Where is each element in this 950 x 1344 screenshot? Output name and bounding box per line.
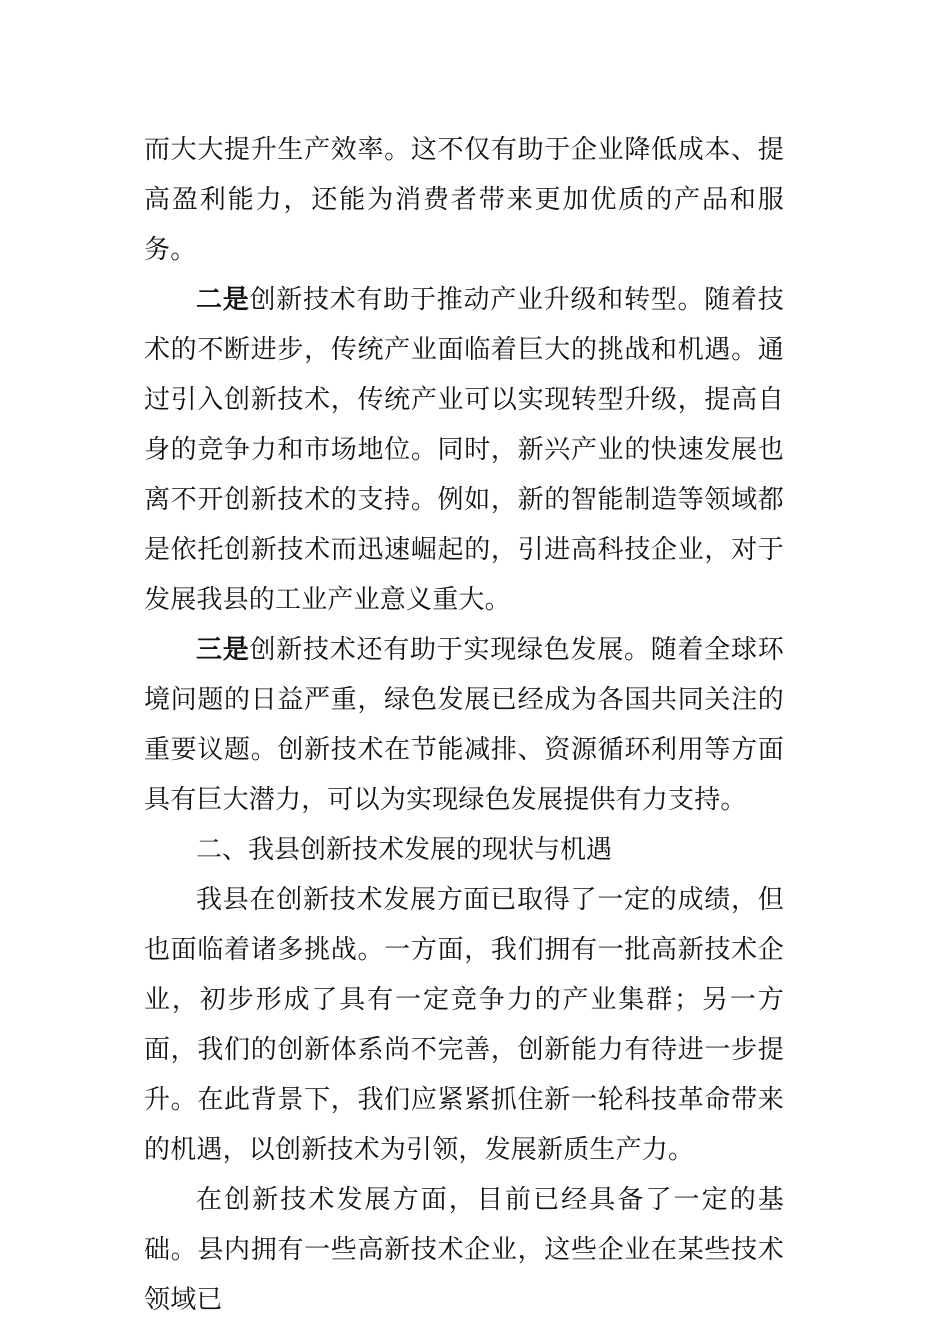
section-heading: 二、我县创新技术发展的现状与机遇 xyxy=(196,835,613,865)
paragraph-current-status xyxy=(144,875,784,1175)
paragraph-point-two xyxy=(144,275,784,625)
paragraph-lead: 二是 xyxy=(196,285,250,315)
paragraph-point-three xyxy=(144,625,784,825)
paragraph-text: 创新技术还有助于实现绿色发展。随着全球环境问题的日益严重，绿色发展已经成为各国共同关注的重要议题。创新技术在节能减排、资源循环利用等方面具有巨大潜力，可以为实现绿色发展提供有力支持。 xyxy=(144,635,784,815)
document-body xyxy=(144,125,784,1325)
paragraph-text: 创新技术有助于推动产业升级和转型。随着技术的不断进步，传统产业面临着巨大的挑战和机遇。通过引入创新技术，传统产业可以实现转型升级，提高自身的竞争力和市场地位。同时，新兴产业的快速发展也离不开创新技术的支持。例如，新的智能制造等领域都是依托创新技术而迅速崛起的，引进高科技企业，对于发展我县的工业产业意义重大。 xyxy=(144,285,784,615)
paragraph-continuation xyxy=(144,125,784,275)
paragraph-text: 我县在创新技术发展方面已取得了一定的成绩，但也面临着诸多挑战。一方面，我们拥有一批高新技术企业，初步形成了具有一定竞争力的产业集群；另一方面，我们的创新体系尚不完善，创新能力有待进一步提升。在此背景下，我们应紧紧抓住新一轮科技革命带来的机遇，以创新技术为引领，发展新质生产力。 xyxy=(144,885,784,1165)
paragraph-foundation xyxy=(144,1175,784,1325)
paragraph-text: 在创新技术发展方面，目前已经具备了一定的基础。县内拥有一些高新技术企业，这些企业在某些技术领域已 xyxy=(144,1185,784,1315)
paragraph-text: 而大大提升生产效率。这不仅有助于企业降低成本、提高盈利能力，还能为消费者带来更加优质的产品和服务。 xyxy=(144,135,784,265)
paragraph-lead: 三是 xyxy=(196,635,250,665)
